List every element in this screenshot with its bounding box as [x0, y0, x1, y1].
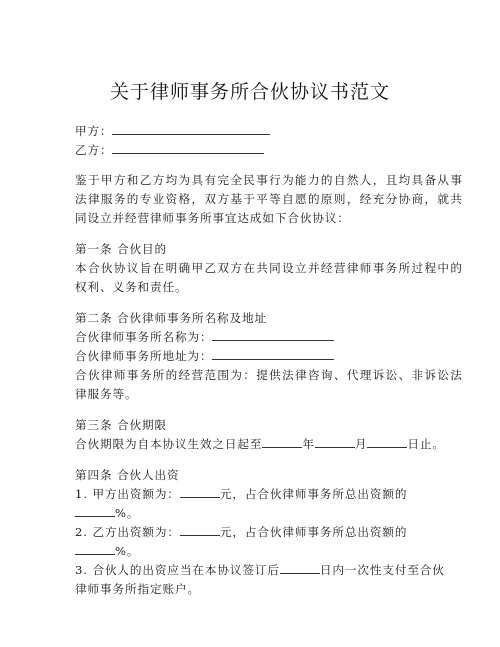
contribution-b-line [75, 524, 407, 540]
contribution-a-percent-sign: %。 [115, 506, 140, 520]
firm-name-line [75, 329, 334, 345]
term-year-blank [262, 436, 302, 448]
contribution-b-amount-blank [180, 524, 220, 536]
contribution-b-percent-blank [75, 543, 115, 555]
party-b-blank [112, 142, 264, 154]
contribution-b-percent-sign: %。 [115, 544, 140, 558]
firm-name-blank [212, 329, 334, 341]
payment-line-2: 律师事务所指定账户。 [75, 582, 200, 596]
business-scope-line-2: 律服务等。 [75, 387, 138, 401]
payment-days-blank [280, 562, 320, 574]
firm-address-blank [212, 348, 334, 360]
contribution-a-amount-blank [180, 486, 220, 498]
preamble-line-2: 法律服务的专业资格，双方基于平等自愿的原则，经充分协商，就共 [75, 192, 464, 206]
term-line [75, 436, 445, 452]
preamble-line-1: 鉴于甲方和乙方均为具有完全民事行为能力的自然人，且均具备从事 [75, 173, 464, 187]
payment-suffix: 日内一次性支付至合伙 [319, 563, 445, 577]
term-month-label: 月 [354, 437, 368, 451]
term-day-blank [367, 436, 407, 448]
article-3-heading: 第三条 合伙期限 [75, 418, 168, 432]
term-prefix: 合伙期限为自本协议生效之日起至 [75, 437, 263, 451]
preamble-line-3: 同设立并经营律师事务所事宜达成如下合伙协议： [75, 211, 350, 225]
business-scope-line-1: 合伙律师事务所的经营范围为：提供法律咨询、代理诉讼、非诉讼法 [75, 368, 464, 382]
article-1-heading: 第一条 合伙目的 [75, 242, 168, 256]
firm-address-line [75, 348, 334, 364]
article-1-line-2: 权利、义务和责任。 [75, 280, 188, 294]
payment-line-1 [75, 562, 445, 578]
firm-name-label: 合伙律师事务所名称为： [75, 330, 213, 344]
payment-prefix: 3. 合伙人的出资应当在本协议签订后 [75, 563, 280, 577]
contribution-b-percent-line [75, 543, 139, 559]
term-month-blank [315, 436, 355, 448]
contribution-a-percent-blank [75, 505, 115, 517]
contribution-a-mid: 元，占合伙律师事务所总出资额的 [219, 487, 408, 501]
contribution-b-prefix: 2. 乙方出资额为： [75, 525, 180, 539]
term-suffix: 日止。 [407, 437, 445, 451]
party-b-line [75, 142, 264, 158]
contribution-a-percent-line [75, 505, 139, 521]
article-1-line-1: 本合伙协议旨在明确甲乙双方在共同设立并经营律师事务所过程中的 [75, 261, 464, 275]
party-a-label: 甲方： [75, 124, 113, 138]
party-a-blank [112, 123, 270, 135]
term-year-label: 年 [302, 437, 315, 451]
document-title: 关于律师事务所合伙协议书范文 [109, 81, 390, 103]
article-4-heading: 第四条 合伙人出资 [75, 468, 180, 482]
contribution-a-line [75, 486, 407, 502]
contribution-b-mid: 元，占合伙律师事务所总出资额的 [219, 525, 408, 539]
party-a-line [75, 123, 270, 139]
contribution-a-prefix: 1. 甲方出资额为： [75, 487, 180, 501]
article-2-heading: 第二条 合伙律师事务所名称及地址 [75, 311, 267, 325]
party-b-label: 乙方： [75, 143, 113, 157]
firm-address-label: 合伙律师事务所地址为： [75, 349, 213, 363]
